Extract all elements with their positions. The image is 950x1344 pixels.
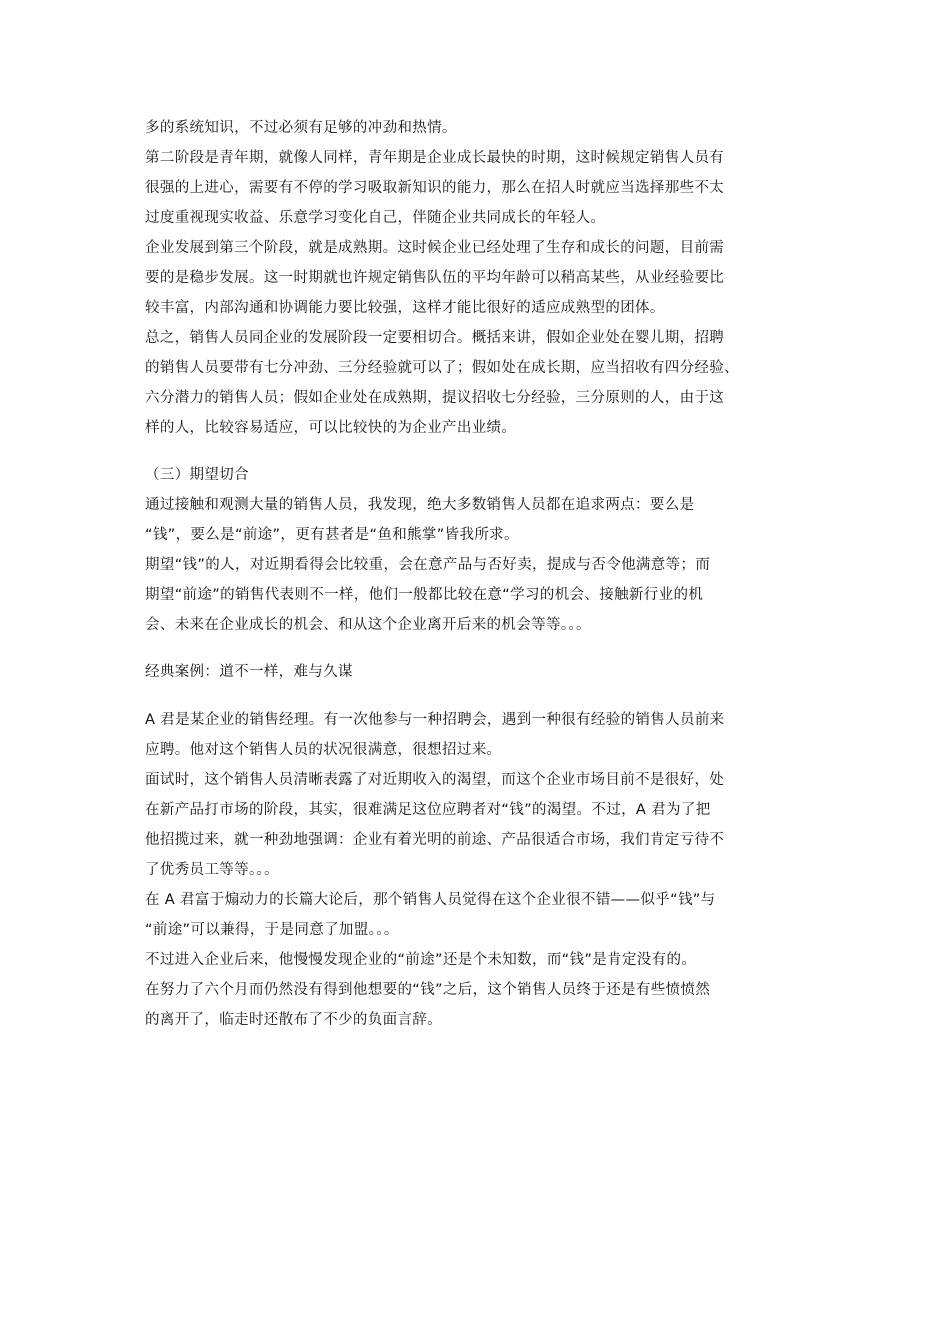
paragraph-spacer — [145, 443, 815, 460]
section-heading: （三）期望切合 — [145, 467, 249, 483]
text-line: 了优秀员工等等。。。 — [145, 862, 279, 878]
paragraph-block-stages — [145, 113, 815, 443]
paragraph-spacer — [145, 640, 815, 657]
paragraph-spacer — [145, 687, 815, 705]
text-line: 在 A 君富于煽动力的长篇大论后，那个销售人员觉得在这个企业很不错——似乎“钱”与 — [145, 892, 716, 908]
text-line: 的离开了，临走时还散布了不少的负面言辞。 — [145, 1012, 442, 1028]
text-line: 样的人，比较容易适应，可以比较快的为企业产出业绩。 — [145, 420, 517, 436]
paragraph-block-expectation — [145, 460, 815, 640]
text-line: 应聘。他对这个销售人员的状况很满意，很想招过来。 — [145, 742, 502, 758]
text-line: 他招揽过来，就一种劲地强调：企业有着光明的前途、产品很适合市场，我们肯定亏待不 — [145, 832, 725, 848]
text-line: 多的系统知识，不过必须有足够的冲劲和热情。 — [145, 120, 457, 136]
text-line: 第二阶段是青年期，就像人同样，青年期是企业成长最快的时期，这时候规定销售人员有 — [145, 150, 725, 166]
text-line: 较丰富，内部沟通和协调能力要比较强，这样才能比很好的适应成熟型的团体。 — [145, 300, 665, 316]
text-line: 通过接触和观测大量的销售人员，我发现，绝大多数销售人员都在追求两点：要么是 — [145, 497, 695, 513]
text-line: 不过进入企业后来，他慢慢发现企业的“前途”还是个未知数，而“钱”是肯定没有的。 — [145, 952, 697, 968]
text-line: 企业发展到第三个阶段，就是成熟期。这时候企业已经处理了生存和成长的问题，目前需 — [145, 240, 725, 256]
text-line: 六分潜力的销售人员；假如企业处在成熟期，提议招收七分经验，三分原则的人，由于这 — [145, 390, 725, 406]
paragraph-block-case — [145, 705, 815, 1035]
text-line: 在新产品打市场的阶段，其实，很难满足这位应聘者对“钱”的渴望。不过，A 君为了把 — [145, 802, 711, 818]
text-line: 期望“前途”的销售代表则不一样，他们一般都比较在意“学习的机会、接触新行业的机 — [145, 587, 704, 603]
text-line: “前途”可以兼得，于是同意了加盟。。。 — [145, 922, 399, 938]
text-line: 面试时，这个销售人员清晰表露了对近期收入的渴望，而这个企业市场目前不是很好，处 — [145, 772, 725, 788]
text-line: 很强的上进心，需要有不停的学习吸取新知识的能力，那么在招人时就应当选择那些不太 — [145, 180, 725, 196]
text-line: 总之，销售人员同企业的发展阶段一定要相切合。概括来讲，假如企业处在婴儿期，招聘 — [145, 330, 725, 346]
text-line: A 君是某企业的销售经理。有一次他参与一种招聘会，遇到一种很有经验的销售人员前来 — [145, 712, 725, 728]
text-line: “钱”，要么是“前途”，更有甚者是“鱼和熊掌”皆我所求。 — [145, 527, 519, 543]
text-line: 期望“钱”的人，对近期看得会比较重，会在意产品与否好卖，提成与否令他满意等；而 — [145, 557, 711, 573]
text-line: 要的是稳步发展。这一时期就也许规定销售队伍的平均年龄可以稍高某些，从业经验要比 — [145, 270, 725, 286]
document-body — [145, 113, 815, 1035]
text-line: 过度重视现实收益、乐意学习变化自己，伴随企业共同成长的年轻人。 — [145, 210, 606, 226]
case-title: 经典案例：道不一样，难与久谋 — [145, 664, 353, 680]
text-line: 会、未来在企业成长的机会、和从这个企业离开后来的机会等等。。。 — [145, 617, 591, 633]
text-line: 的销售人员要带有七分冲劲、三分经验就可以了；假如处在成长期，应当招收有四分经验、 — [145, 360, 739, 376]
text-line: 在努力了六个月而仍然没有得到他想要的“钱”之后，这个销售人员终于还是有些愤愤然 — [145, 982, 711, 998]
